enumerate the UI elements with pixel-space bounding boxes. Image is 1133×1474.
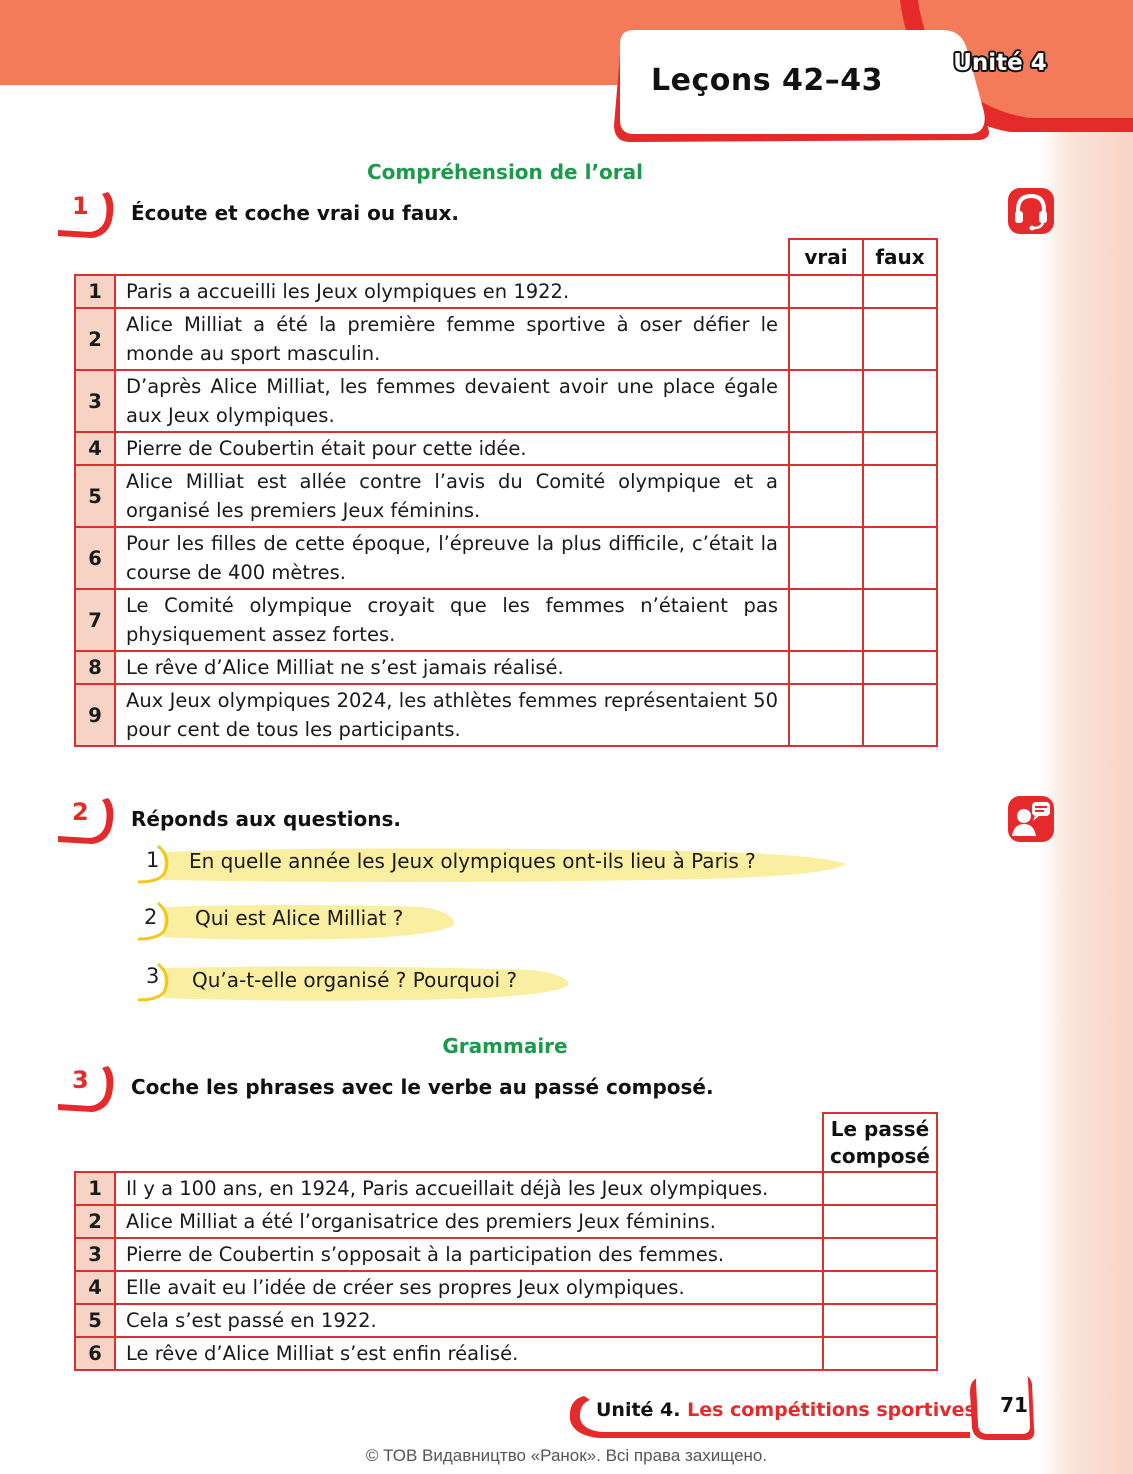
row-number: 5: [75, 465, 115, 527]
question-text: Qui est Alice Milliat ?: [195, 906, 404, 930]
table-row: [75, 465, 937, 527]
faux-checkbox[interactable]: [863, 651, 937, 684]
unit-badge: Unité 4: [953, 50, 1047, 76]
page-number: 71: [1000, 1393, 1028, 1417]
table-row: [75, 308, 937, 370]
column-header-faux: faux: [863, 239, 937, 275]
passe-compose-checkbox[interactable]: [823, 1238, 937, 1271]
vrai-checkbox[interactable]: [789, 275, 863, 308]
exercise-1-instruction: Écoute et coche vrai ou faux.: [131, 201, 459, 225]
row-number: 1: [75, 275, 115, 308]
passe-compose-checkbox[interactable]: [823, 1205, 937, 1238]
table-row: [75, 370, 937, 432]
question-3: [134, 960, 574, 1000]
sentence-text: Cela s’est passé en 1922.: [115, 1304, 823, 1337]
exercise-number-label: 1: [72, 192, 89, 220]
row-number: 6: [75, 1337, 115, 1370]
passe-compose-checkbox[interactable]: [823, 1337, 937, 1370]
sentence-text: Elle avait eu l’idée de créer ses propres Jeux olympiques.: [115, 1271, 823, 1304]
table-row: [75, 1271, 937, 1304]
exercise-3-instruction: Coche les phrases avec le verbe au passé composé.: [131, 1075, 714, 1099]
table-row: [75, 432, 937, 465]
column-header-line2: composé: [830, 1143, 930, 1168]
right-gradient-band: [1038, 85, 1133, 1474]
copyright-notice: © ТОВ Видавництво «Ранок». Всі права захищено.: [365, 1446, 768, 1465]
exercise-number-2: [56, 796, 116, 846]
table-row: [75, 527, 937, 589]
footer-unit-label: Unité 4.: [596, 1399, 681, 1421]
sentence-text: Le rêve d’Alice Milliat s’est enfin réalisé.: [115, 1337, 823, 1370]
passe-compose-checkbox[interactable]: [823, 1271, 937, 1304]
section-title-listening: Compréhension de l’oral: [367, 160, 643, 184]
row-number: 7: [75, 589, 115, 651]
row-number: 4: [75, 432, 115, 465]
row-number: 4: [75, 1271, 115, 1304]
footer-unit-title: [596, 1399, 976, 1421]
vrai-checkbox[interactable]: [789, 370, 863, 432]
table-row: [75, 589, 937, 651]
question-1: [134, 842, 854, 882]
sentence-text: Alice Milliat a été l’organisatrice des premiers Jeux féminins.: [115, 1205, 823, 1238]
true-false-table: [74, 238, 938, 747]
headphones-icon: [1006, 186, 1056, 236]
faux-checkbox[interactable]: [863, 465, 937, 527]
passe-compose-checkbox[interactable]: [823, 1172, 937, 1205]
statement-text: Pour les filles de cette époque, l’épreuve la plus difficile, c’était la course de 400 mètres.: [115, 527, 789, 589]
statement-text: D’après Alice Milliat, les femmes devaient avoir une place égale aux Jeux olympiques.: [115, 370, 789, 432]
vrai-checkbox[interactable]: [789, 465, 863, 527]
table-row: [75, 1238, 937, 1271]
question-2: [134, 899, 464, 939]
footer-unit-name: Les compétitions sportives: [687, 1399, 976, 1421]
vrai-checkbox[interactable]: [789, 684, 863, 746]
table-row: [75, 684, 937, 746]
table-row: [75, 1172, 937, 1205]
row-number: 3: [75, 370, 115, 432]
exercise-number-label: 2: [72, 798, 89, 826]
row-number: 8: [75, 651, 115, 684]
vrai-checkbox[interactable]: [789, 589, 863, 651]
question-number: 3: [146, 964, 160, 988]
row-number: 2: [75, 1205, 115, 1238]
vrai-checkbox[interactable]: [789, 308, 863, 370]
table-row: [75, 651, 937, 684]
row-number: 5: [75, 1304, 115, 1337]
question-number: 2: [144, 905, 158, 929]
column-header-line1: Le passé: [830, 1116, 930, 1141]
statement-text: Paris a accueilli les Jeux olympiques en 1922.: [115, 275, 789, 308]
statement-text: Pierre de Coubertin était pour cette idée.: [115, 432, 789, 465]
question-text: Qu’a-t-elle organisé ? Pourquoi ?: [192, 968, 517, 992]
sentence-text: Il y a 100 ans, en 1924, Paris accueillait déjà les Jeux olympiques.: [115, 1172, 823, 1205]
question-number: 1: [146, 848, 160, 872]
column-header-passe-compose: [823, 1113, 937, 1172]
faux-checkbox[interactable]: [863, 370, 937, 432]
row-number: 2: [75, 308, 115, 370]
faux-checkbox[interactable]: [863, 527, 937, 589]
faux-checkbox[interactable]: [863, 432, 937, 465]
statement-text: Le Comité olympique croyait que les femmes n’étaient pas physiquement assez fortes.: [115, 589, 789, 651]
row-number: 9: [75, 684, 115, 746]
section-title-grammar: Grammaire: [442, 1034, 568, 1058]
lesson-title: Leçons 42–43: [651, 63, 884, 98]
faux-checkbox[interactable]: [863, 308, 937, 370]
row-number: 3: [75, 1238, 115, 1271]
table-row: [75, 1337, 937, 1370]
statement-text: Aux Jeux olympiques 2024, les athlètes femmes représentaient 50 pour cent de tous les participants.: [115, 684, 789, 746]
statement-text: Le rêve d’Alice Milliat ne s’est jamais réalisé.: [115, 651, 789, 684]
table-row: [75, 1304, 937, 1337]
vrai-checkbox[interactable]: [789, 432, 863, 465]
vrai-checkbox[interactable]: [789, 527, 863, 589]
sentence-text: Pierre de Coubertin s’opposait à la participation des femmes.: [115, 1238, 823, 1271]
statement-text: Alice Milliat a été la première femme sportive à oser défier le monde au sport masculin.: [115, 308, 789, 370]
speaking-person-icon: [1006, 794, 1056, 844]
column-header-vrai: vrai: [789, 239, 863, 275]
faux-checkbox[interactable]: [863, 275, 937, 308]
passe-compose-table: [74, 1112, 938, 1371]
statement-text: Alice Milliat est allée contre l’avis du Comité olympique et a organisé les premiers Jeux féminins.: [115, 465, 789, 527]
question-text: En quelle année les Jeux olympiques ont-ils lieu à Paris ?: [189, 849, 756, 873]
exercise-number-3: [56, 1064, 116, 1114]
exercise-number-label: 3: [72, 1066, 89, 1094]
passe-compose-checkbox[interactable]: [823, 1304, 937, 1337]
table-row: [75, 275, 937, 308]
row-number: 6: [75, 527, 115, 589]
faux-checkbox[interactable]: [863, 684, 937, 746]
exercise-2-instruction: Réponds aux questions.: [131, 807, 401, 831]
vrai-checkbox[interactable]: [789, 651, 863, 684]
exercise-number-1: [56, 190, 116, 240]
table-row: [75, 1205, 937, 1238]
faux-checkbox[interactable]: [863, 589, 937, 651]
row-number: 1: [75, 1172, 115, 1205]
